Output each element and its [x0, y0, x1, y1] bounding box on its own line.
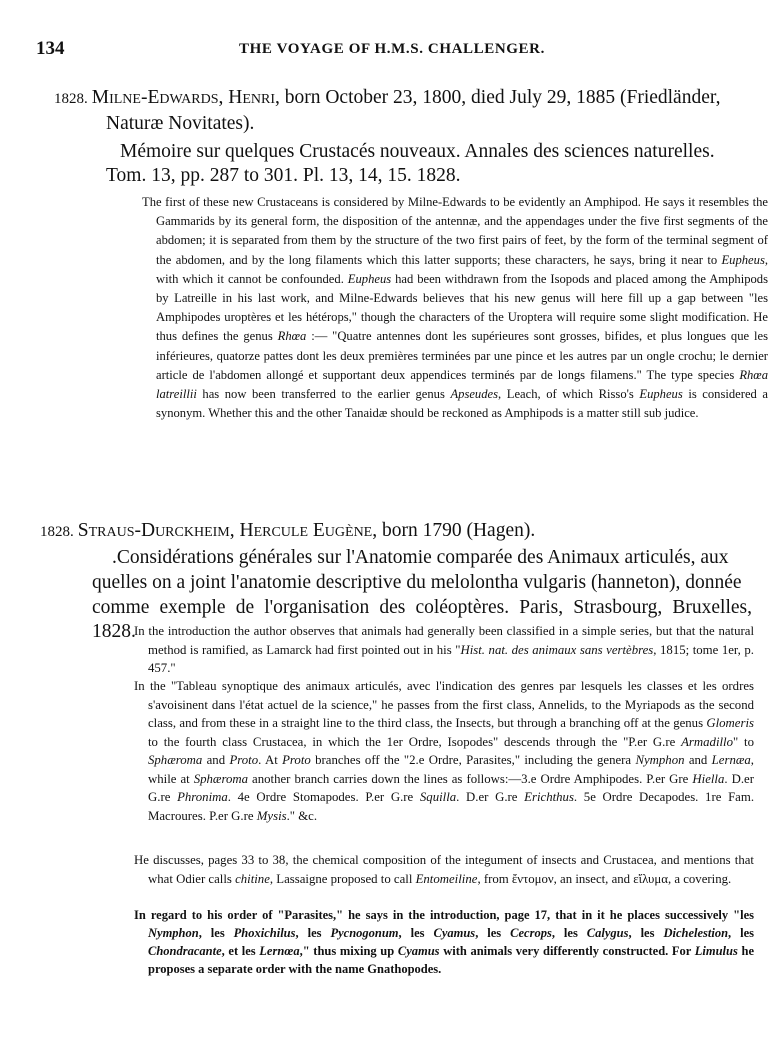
genus-erichthus: Erichthus	[524, 790, 574, 804]
para-text: , les	[728, 926, 755, 940]
para-text: , les	[475, 926, 511, 940]
entry-1-year: 1828.	[54, 91, 88, 107]
genus-apseudes: Apseudes	[450, 387, 499, 402]
genus-proto: Proto	[282, 753, 311, 767]
para-text: with animals very differently constructed. For	[439, 944, 695, 958]
citation-title: Hist. nat. des animaux sans vertèbres	[460, 642, 654, 657]
entry-1-heading	[54, 85, 754, 112]
para-text: , Lassaigne proposed to call	[269, 871, 416, 886]
note-text: has now been transferred to the earlier genus	[196, 387, 451, 402]
para-text: " to	[733, 734, 754, 749]
entry-2-paragraph-1	[134, 622, 754, 678]
entry-2-paragraph-3	[134, 851, 754, 888]
genus-pycnogonum: Pycnogonum	[330, 926, 399, 940]
para-text: , et les	[221, 944, 260, 958]
para-text: , les	[628, 926, 664, 940]
para-text: . 4e Ordre Stomapodes. P.er G.re	[227, 790, 420, 804]
entry-1-note	[142, 193, 768, 423]
para-text: , les	[295, 926, 331, 940]
para-text: and	[202, 753, 230, 767]
para-text: In the introduction the author observes that animals had generally been classified in a simple series, but that the natural method is ramified, as Lamarck had first pointed out in his "	[134, 624, 754, 657]
genus-nymphon: Nymphon	[635, 753, 685, 767]
para-text: , les	[198, 926, 234, 940]
entry-1-title-line-1: Mémoire sur quelques Crustacés nouveaux. Annales des sciences naturelles.	[120, 141, 715, 162]
para-text: . 5e Ordre Decapodes. 1re Fam. Macroures. P.er G.re	[148, 790, 755, 823]
para-text: , les	[398, 926, 434, 940]
genus-hiella: Hiella	[692, 771, 725, 786]
entry-2-author-details: , born 1790 (Hagen).	[372, 520, 536, 541]
entry-2-title-line-2: quelles on a joint l'anatomie descriptive du melolontha vulgaris (hanneton), donnée	[92, 572, 742, 593]
entry-2-paragraph-2	[134, 677, 754, 825]
entry-1-author-details: , born October 23, 1800, died July 29, 1885 (Friedländer,	[274, 87, 721, 108]
term-entomeiline: Entomeiline	[415, 871, 478, 886]
genus-cyamus: Cyamus	[397, 944, 440, 958]
genus-cecrops: Cecrops	[510, 926, 552, 940]
genus-proto: Proto	[229, 753, 259, 767]
genus-eupheus: Eupheus	[347, 271, 392, 286]
genus-phoxichilus: Phoxichilus	[233, 926, 296, 940]
entry-2-heading	[40, 518, 750, 545]
note-text: :— "Quatre antennes dont les supérieures sont grosses, bifides, et plus longues que les inférieures, quatorze pattes dont les deux premières terminées par une pince et les autres par un ongle crochu; le dernier article de l'abdomen allongé et supportant deux appendices terminés par de longs filamens." The type species	[156, 329, 768, 382]
genus-dichelestion: Dichelestion	[663, 926, 729, 940]
para-text: In regard to his order of "Parasites," he says in the introduction, page 17, that in it he places successively "les	[134, 908, 754, 922]
entry-1-author: Milne-Edwards, Henri	[91, 87, 275, 108]
genus-eupheus: Eupheus	[639, 387, 683, 402]
genus-rhoea: Rhœa	[277, 329, 307, 344]
genus-calygus: Calygus	[586, 926, 629, 940]
entry-2-year: 1828.	[40, 524, 74, 540]
para-text: another branch carries down the lines as follows:—3.e Ordre Amphipodes. P.er Gre	[248, 771, 693, 786]
genus-sphaeroma: Sphæroma	[148, 753, 203, 767]
entry-1-title-line-2: Tom. 13, pp. 287 to 301. Pl. 13, 14, 15. 1828.	[106, 165, 461, 186]
genus-mysis: Mysis	[256, 808, 287, 823]
para-text: . D.er G.re	[456, 790, 525, 804]
entry-1-heading-cont: Naturæ Novitates).	[106, 113, 255, 134]
para-text: . At	[258, 753, 283, 767]
genus-nymphon: Nymphon	[148, 926, 199, 940]
genus-lernaea: Lernœa	[259, 944, 300, 958]
note-text: is considered a synonym. Whether this and the other Tanaidæ should be reckoned as Amphipods is a matter still sub judice.	[156, 387, 768, 421]
entry-2-paragraph-4	[134, 906, 754, 978]
para-text: , while at	[148, 753, 754, 786]
note-text: , with which it cannot be confounded.	[156, 252, 768, 286]
para-text: , les	[551, 926, 587, 940]
para-text: ," thus mixing up	[299, 944, 398, 958]
genus-squilla: Squilla	[419, 790, 457, 804]
para-text: and	[684, 753, 712, 767]
note-text: The first of these new Crustaceans is considered by Milne-Edwards to be evidently an Amphipod. He says it resembles the Gammarids by its general form, the disposition of the antennæ, and the appendages under the five first segments of the abdomen; it is separated from them by the structure of the two first pairs of feet, by the form of the terminal segment of the abdomen, and by the long filaments which this latter supports; these characters, he says, bring it near to	[142, 195, 768, 267]
genus-limulus: Limulus	[694, 944, 738, 958]
entry-2-author: Straus-Durckheim, Hercule Eugène	[77, 520, 373, 541]
para-text: to the fourth class Crustacea, in which the 1er Ordre, Isopodes" descends through the "P.er G.re	[148, 734, 682, 749]
term-chitine: chitine	[235, 871, 270, 886]
page-header	[36, 38, 748, 64]
para-text: In the "Tableau synoptique des animaux articulés, avec l'indication des genres par lesquels les classes et les ordres s'avoisinent dans l'état actuel de la science," he passes from the first class, Annelids, to the Myriapods as the second class, and from these in a straight line to the third class, the Insects, but through a branching off at the genus	[134, 679, 754, 730]
para-text: He discusses, pages 33 to 38, the chemical composition of the integument of insects and Crustacea, and mentions that what Odier calls	[134, 853, 754, 886]
genus-eupheus: Eupheus	[721, 252, 765, 267]
note-text: had been withdrawn from the Isopods and placed among the Amphipods by Latreille in his last work, and Milne-Edwards believes that his new genus will here fill up a gap between "les Amphipodes uroptères et les hétérops," though the characters of the Uroptera will require some slight modification. He thus defines the genus	[156, 271, 768, 344]
running-title: THE VOYAGE OF H.M.S. CHALLENGER.	[239, 41, 545, 57]
note-text: , Leach, of which Risso's	[498, 387, 640, 402]
genus-cyamus: Cyamus	[433, 926, 476, 940]
para-text: , 1815; tome 1er, p. 457."	[148, 642, 754, 675]
genus-glomeris: Glomeris	[706, 716, 754, 730]
para-text: , from ἔντομον, an insect, and εἴλυμα, a covering.	[477, 871, 732, 886]
para-text: . D.er G.re	[148, 771, 755, 804]
genus-lernaea: Lernæa	[711, 753, 751, 767]
entry-2-title-line-1: .Considérations générales sur l'Anatomie comparée des Animaux articulés, aux	[112, 547, 729, 568]
genus-chondracante: Chondracante	[148, 944, 222, 958]
entry-2-title-line-3: comme exemple de l'organisation des coléoptères. Paris, Strasbourg, Bruxelles, 1828.	[92, 597, 752, 642]
para-text: branches off the "2.e Ordre, Parasites," including the genera	[310, 753, 636, 767]
species-rhoea-latreillii: Rhœa latreillii	[156, 367, 768, 402]
page-number: 134	[36, 38, 65, 59]
genus-phronima: Phronima	[177, 790, 228, 804]
genus-sphaeroma: Sphæroma	[193, 771, 249, 786]
para-text: ." &c.	[286, 808, 318, 823]
para-text: he proposes a separate order with the name Gnathopodes.	[148, 944, 754, 976]
genus-armadillo: Armadillo	[681, 734, 734, 749]
